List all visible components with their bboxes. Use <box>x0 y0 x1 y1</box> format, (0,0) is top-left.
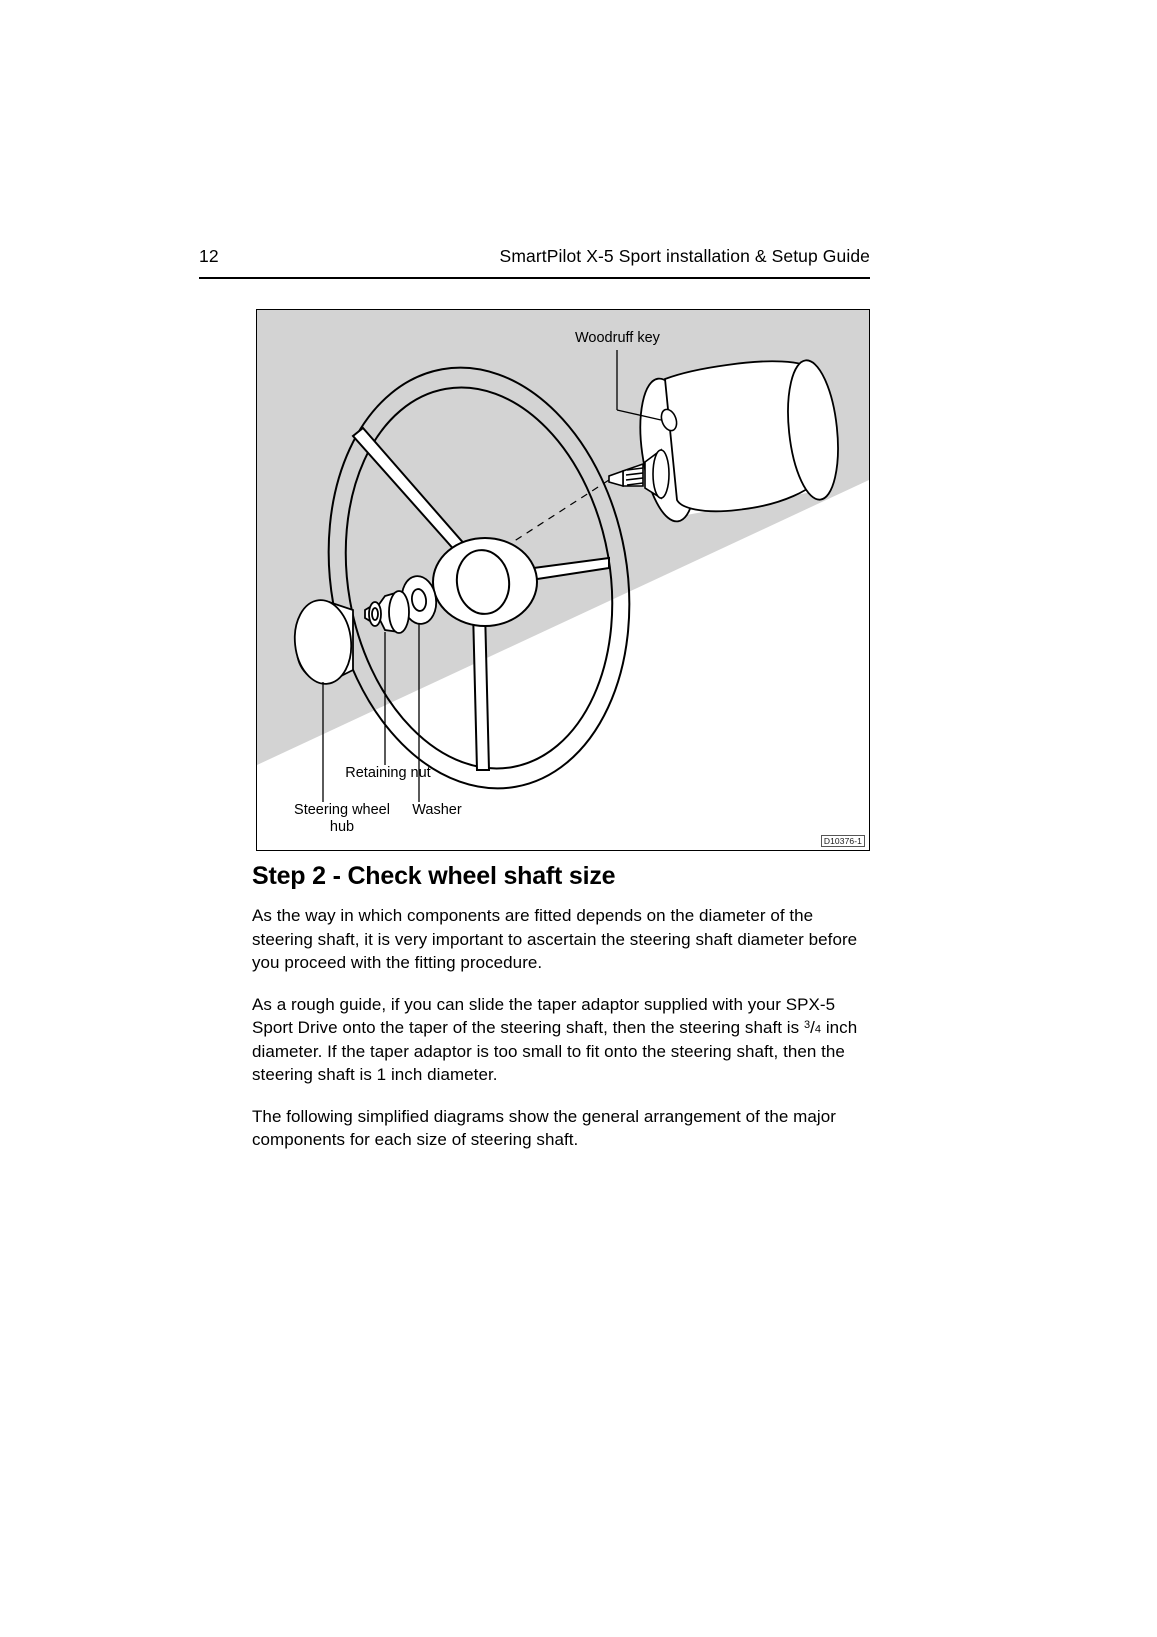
figure-steering-wheel-assembly <box>256 309 870 851</box>
figure-label-woodruff-key: Woodruff key <box>575 330 660 346</box>
fraction-separator: / <box>810 1018 815 1037</box>
figure-label-steering-wheel-hub: Steering wheel hub <box>294 802 390 835</box>
fraction-denominator: 4 <box>814 1023 822 1036</box>
fraction-numerator: 3 <box>803 1019 811 1032</box>
paragraph-2 <box>252 993 872 1087</box>
figure-label-washer: Washer <box>412 802 462 818</box>
main-content <box>252 862 872 1152</box>
figure-reference-code: D10376-1 <box>821 835 865 847</box>
page-number: 12 <box>199 246 219 266</box>
section-heading: Step 2 - Check wheel shaft size <box>252 862 616 890</box>
paragraph-2-text-before-fraction: As a rough guide, if you can slide the taper adaptor supplied with your SPX-5 Sport Drive onto the taper of the steering shaft, then the steering shaft is <box>252 994 836 1037</box>
paragraph-1: As the way in which components are fitted depends on the diameter of the steering shaft, it is very important to ascertain the steering shaft diameter before you proceed with the fitting procedure. <box>252 906 858 972</box>
document-title: SmartPilot X-5 Sport installation & Setup Guide <box>499 246 870 266</box>
paragraph-3: The following simplified diagrams show the general arrangement of the major components for each size of steering shaft. <box>252 1106 836 1149</box>
header-divider <box>199 277 870 279</box>
page-header <box>199 246 870 280</box>
paragraph-2-text-after-fraction: inch diameter. If the taper adaptor is too small to fit onto the steering shaft, then the steering shaft is 1 inch diameter. <box>252 1018 858 1084</box>
fraction-three-quarters <box>804 1018 821 1037</box>
figure-label-retaining-nut: Retaining nut <box>345 765 431 781</box>
steering-wheel-hub-boss <box>433 538 537 626</box>
